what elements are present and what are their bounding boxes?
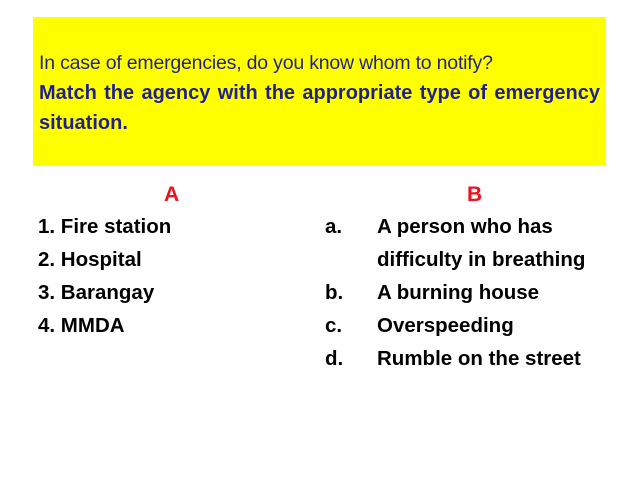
situation-item xyxy=(325,210,615,276)
column-b-heading: B xyxy=(467,183,483,206)
situation-text: A person who has difficulty in breathing xyxy=(377,215,586,271)
instruction-banner xyxy=(33,17,606,166)
situation-item xyxy=(325,342,615,375)
column-b xyxy=(325,180,615,375)
situation-letter: d. xyxy=(325,347,344,370)
agency-item: 3. Barangay xyxy=(38,281,155,304)
situation-text: Rumble on the street xyxy=(377,347,581,370)
situation-item xyxy=(325,309,615,342)
situation-letter: b. xyxy=(325,281,344,304)
column-a-heading: A xyxy=(164,183,180,206)
agency-item: 4. MMDA xyxy=(38,314,125,337)
column-a xyxy=(38,180,318,342)
situation-text: Overspeeding xyxy=(377,314,514,337)
instruction-text: Match the agency with the appropriate type of emergency situation. xyxy=(39,82,600,134)
agency-item: 2. Hospital xyxy=(38,248,142,271)
situation-text: A burning house xyxy=(377,281,540,304)
situation-item xyxy=(325,276,615,309)
agency-item: 1. Fire station xyxy=(38,215,172,238)
question-text: In case of emergencies, do you know whom to notify? xyxy=(39,52,493,74)
situation-letter: c. xyxy=(325,314,343,337)
situation-letter: a. xyxy=(325,215,343,238)
